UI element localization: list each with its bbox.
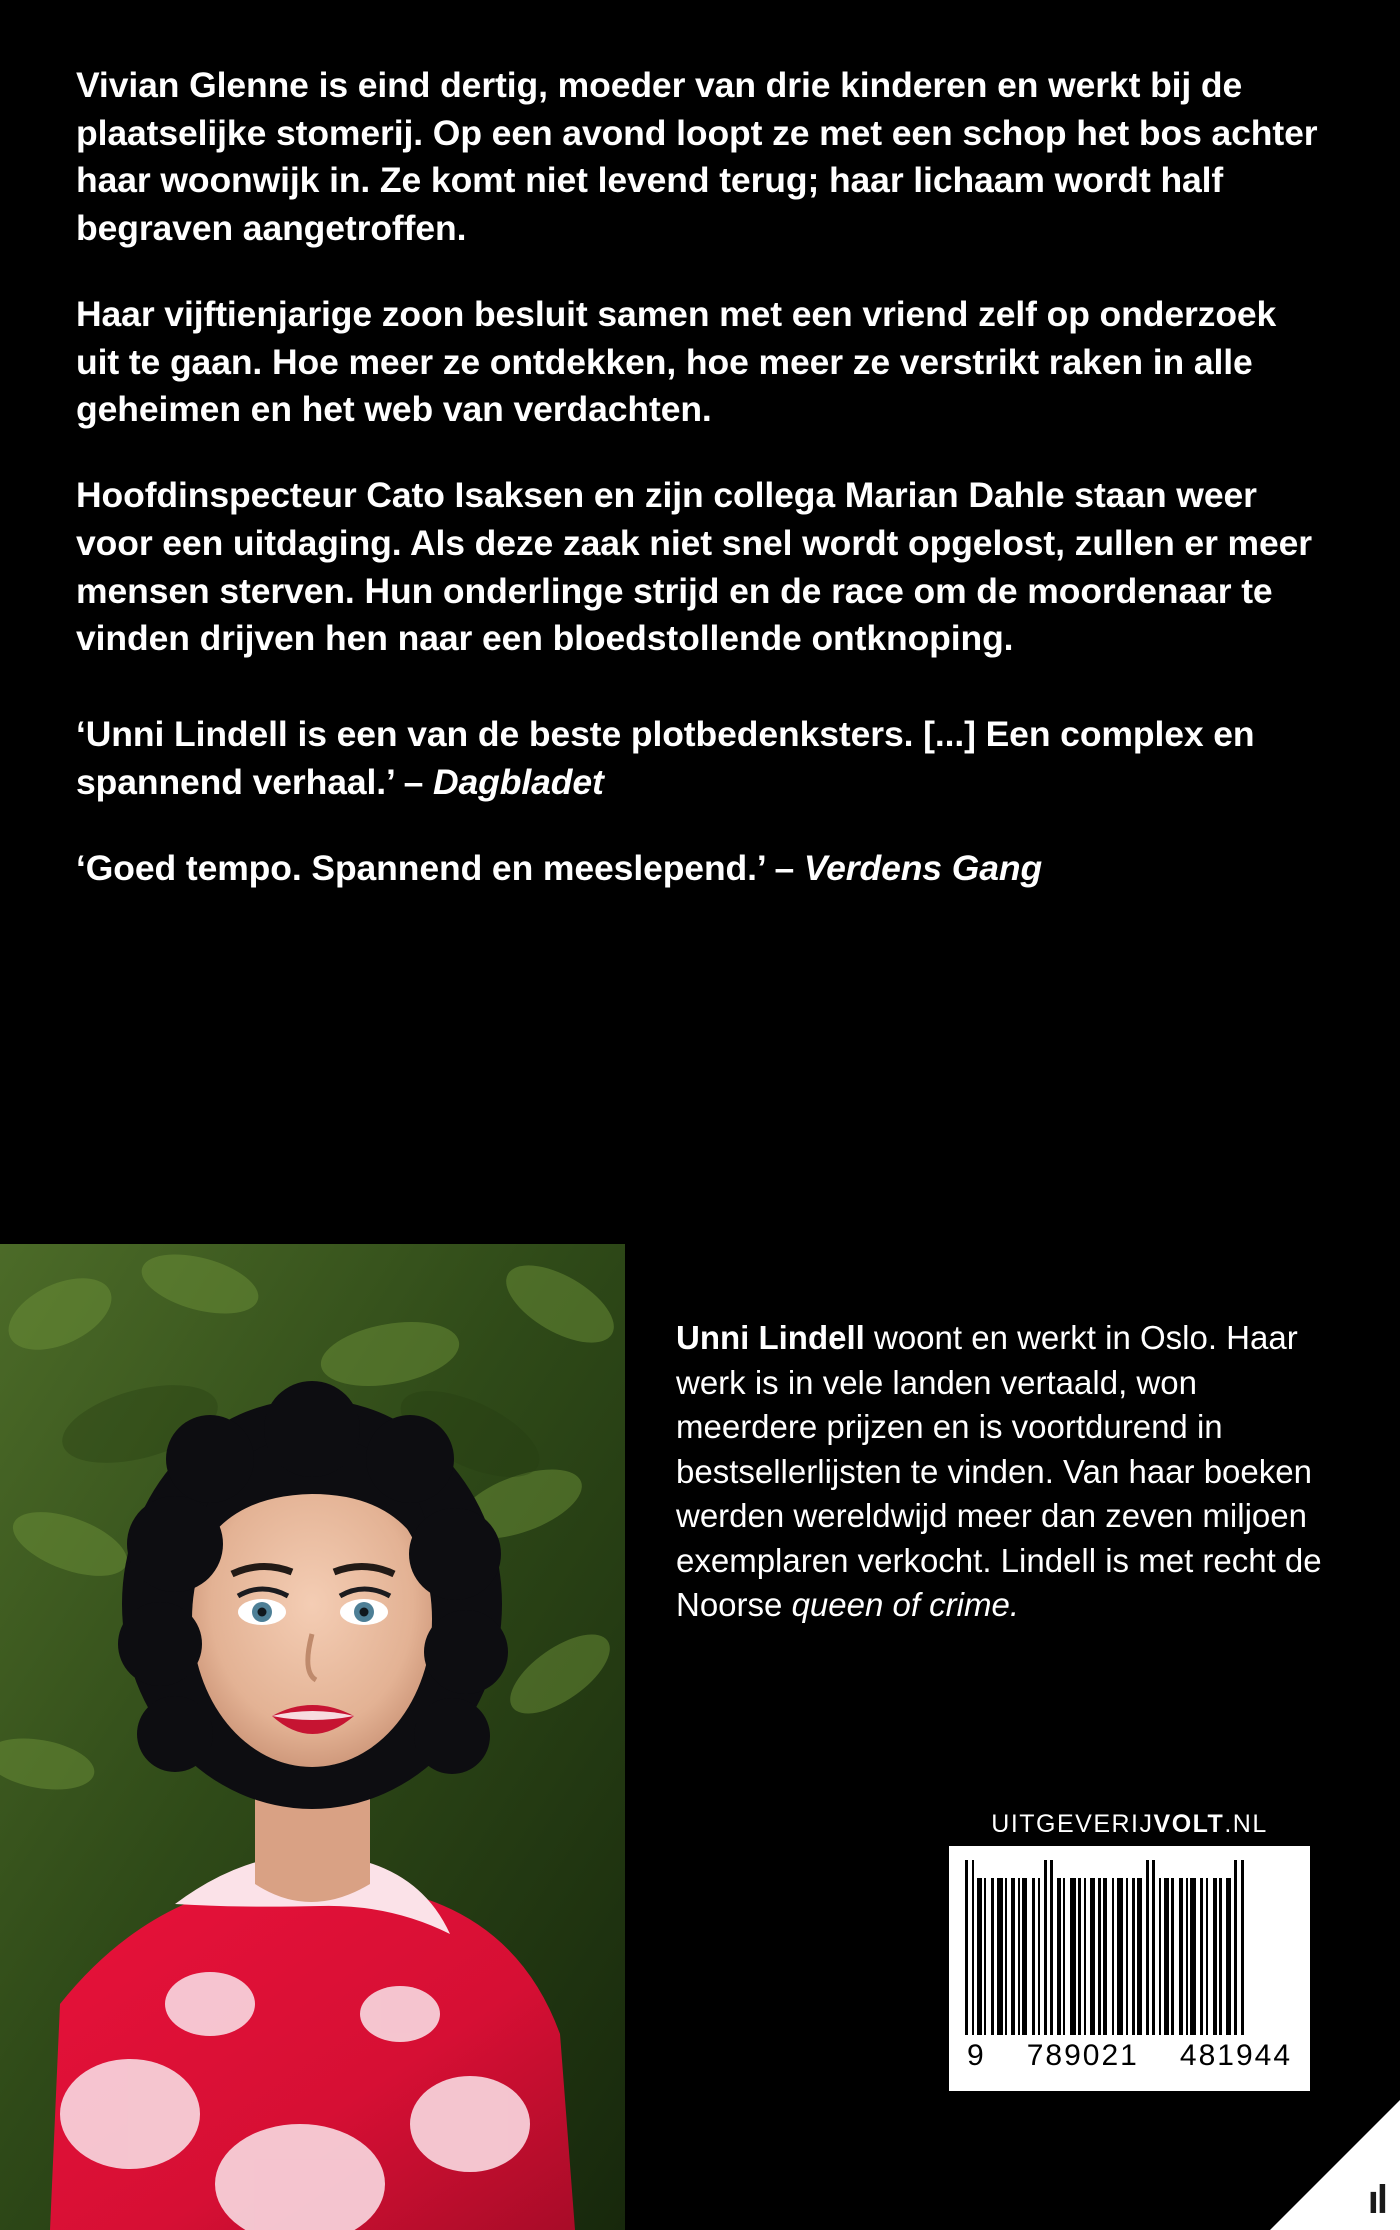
synopsis-block <box>76 62 1326 930</box>
review-quote-1-source: Dagbladet <box>433 761 604 802</box>
barcode-bars <box>965 1860 1294 2035</box>
barcode-group-2: 481944 <box>1179 2039 1292 2072</box>
reviews-block <box>76 711 1326 892</box>
publisher-suffix: .NL <box>1224 1809 1268 1838</box>
review-quote-2 <box>76 845 1326 893</box>
publisher-brand: VOLT <box>1153 1809 1225 1838</box>
publisher-prefix: UITGEVERIJ <box>991 1809 1154 1838</box>
bottom-band <box>0 1244 1400 2230</box>
synopsis-paragraph-3: Hoofdinspecteur Cato Isaksen en zijn collega Marian Dahle staan weer voor een uitdaging. Als deze zaak niet snel wordt opgelost, zullen er meer mensen sterven. Hun onderlinge strijd en de race om de moordenaar te vinden drijven hen naar een bloedstollende ontknoping. <box>76 475 1313 659</box>
author-bio-text: woont en werkt in Oslo. Haar werk is in vele landen vertaald, won meerdere prijzen en is voortdurend in bestsellerlijsten te vinden. Van haar boeken werden wereldwijd meer dan zeven miljoen exemplaren verkocht. Lindell is met recht de Noorse <box>676 1319 1322 1624</box>
barcode-left-digit: 9 <box>967 2039 986 2072</box>
author-name: Unni Lindell <box>676 1319 865 1356</box>
publisher-logo <box>949 1802 1310 1846</box>
barcode-area <box>949 1846 1310 2091</box>
barcode-digits <box>965 2035 1294 2083</box>
author-bio-italic: queen of crime. <box>791 1586 1020 1624</box>
synopsis-paragraph-2: Haar vijftienjarige zoon besluit samen met een vriend zelf op onderzoek uit te gaan. Hoe meer ze ontdekken, hoe meer ze verstrikt raken in alle geheimen en het web van verdachten. <box>76 293 1277 430</box>
review-quote-2-source: Verdens Gang <box>803 847 1043 888</box>
publisher-mark-icon: ıl <box>1367 2178 1386 2222</box>
review-quote-1 <box>76 711 1326 806</box>
review-quote-2-text: ‘Goed tempo. Spannend en meeslepend.’ – <box>76 847 804 888</box>
author-portrait <box>0 1244 625 2230</box>
synopsis-paragraph-1: Vivian Glenne is eind dertig, moeder van drie kinderen en werkt bij de plaatselijke stomerij. Op een avond loopt ze met een schop het bos achter haar woonwijk in. Ze komt niet levend terug; haar lichaam wordt half begraven aangetroffen. <box>76 65 1318 249</box>
barcode-block <box>949 1802 1310 2091</box>
barcode-group-1: 789021 <box>1026 2039 1139 2072</box>
author-bio <box>676 1316 1336 1628</box>
review-quote-1-text: ‘Unni Lindell is een van de beste plotbedenksters. [...] Een complex en spannend verhaal.’ – <box>76 714 1255 802</box>
